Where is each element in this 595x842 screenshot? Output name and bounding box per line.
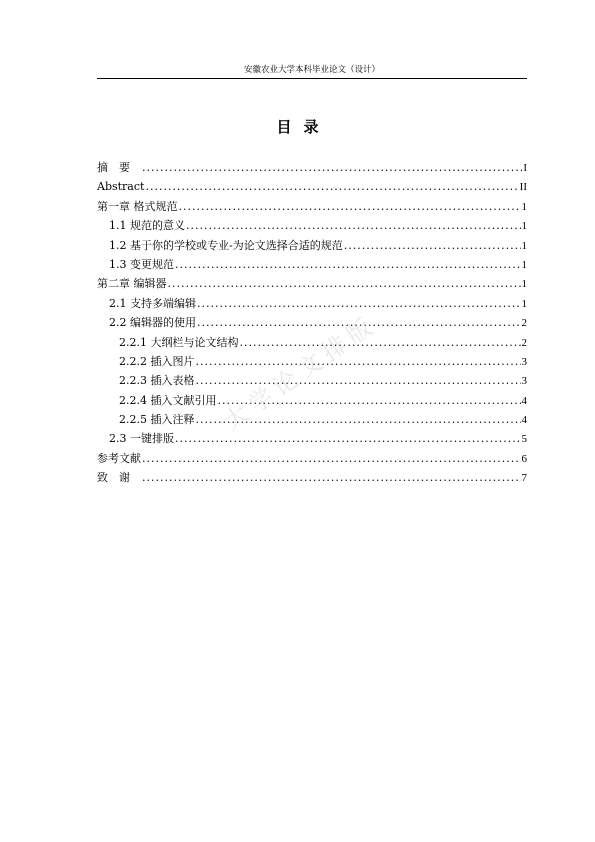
toc-leader-dots xyxy=(142,158,522,177)
toc-entry-label: 第一章 格式规范 xyxy=(97,199,178,213)
toc-entry-label: 2.2.5 插入注释 xyxy=(119,413,195,427)
toc-entry-label: 2.1 支持多端编辑 xyxy=(109,296,196,310)
toc-entry-label: 参考文献 xyxy=(97,451,141,465)
toc-leader-dots xyxy=(179,197,521,216)
toc-entry-label: 2.2.4 插入文献引用 xyxy=(119,393,217,407)
toc-leader-dots xyxy=(186,216,521,235)
toc-entry-abstract-cn[interactable] xyxy=(97,158,527,177)
toc-entry-2-3[interactable] xyxy=(97,429,527,448)
toc-entry-label: 1.2 基于你的学校或专业-为论文选择合适的规范 xyxy=(109,238,343,252)
toc-entry-1-2[interactable] xyxy=(97,236,527,255)
toc-entry-label: 2.2.3 插入表格 xyxy=(119,374,195,388)
toc-entry-label: 2.3 一键排版 xyxy=(109,432,174,446)
toc-entry-label: 摘要 xyxy=(97,161,141,174)
toc-entry-label: 1.3 变更规范 xyxy=(109,257,174,271)
toc-entry-page: 1 xyxy=(521,220,527,233)
toc-entry-page: 1 xyxy=(521,200,527,213)
toc-entry-page: 7 xyxy=(521,472,527,485)
toc-leader-dots xyxy=(344,236,521,255)
toc-entry-chapter-1[interactable] xyxy=(97,197,527,216)
toc-leader-dots xyxy=(142,468,521,487)
toc-entry-page: 2 xyxy=(521,336,527,349)
toc-entry-page: 6 xyxy=(521,452,527,465)
toc-entry-page: 1 xyxy=(521,278,527,291)
toc-entry-page: 4 xyxy=(521,394,527,407)
toc-entry-page: 4 xyxy=(521,414,527,427)
toc-entry-label: 2.2 编辑器的使用 xyxy=(109,316,196,330)
toc-entry-label: 1.1 规范的意义 xyxy=(109,219,185,233)
toc-leader-dots xyxy=(196,352,521,371)
toc-leader-dots xyxy=(168,274,521,293)
toc-entry-page: II xyxy=(519,181,527,194)
toc-entry-label: 第二章 编辑器 xyxy=(97,277,167,291)
toc-entry-1-3[interactable] xyxy=(97,255,527,274)
toc-entry-page: 1 xyxy=(521,258,527,271)
toc-entry-chapter-2[interactable] xyxy=(97,274,527,293)
toc-entry-abstract-en[interactable] xyxy=(97,177,527,196)
toc-entry-1-1[interactable] xyxy=(97,216,527,235)
toc-entry-references[interactable] xyxy=(97,449,527,468)
watermark: 大学论文排版 xyxy=(218,309,382,437)
toc-entry-label: Abstract xyxy=(97,180,145,194)
toc-entry-2-1[interactable] xyxy=(97,294,527,313)
toc-entry-2-2-4[interactable] xyxy=(97,391,527,410)
toc-entry-label: 2.2.2 插入图片 xyxy=(119,354,195,368)
toc-leader-dots xyxy=(240,333,521,352)
toc-leader-dots xyxy=(175,429,521,448)
table-of-contents xyxy=(97,158,527,488)
toc-entry-2-2-5[interactable] xyxy=(97,410,527,429)
toc-entry-2-2[interactable] xyxy=(97,313,527,332)
toc-entry-page: 5 xyxy=(521,433,527,446)
toc-leader-dots xyxy=(145,177,518,196)
page-header: 安徽农业大学本科毕业论文（设计） xyxy=(97,64,527,79)
toc-entry-page: 2 xyxy=(521,317,527,330)
toc-entry-page: 3 xyxy=(521,355,527,368)
toc-title: 目录 xyxy=(276,118,331,136)
toc-entry-acknowledgements[interactable] xyxy=(97,468,527,487)
toc-entry-page: I xyxy=(523,162,527,174)
toc-entry-label: 2.2.1 大纲栏与论文结构 xyxy=(119,335,239,349)
toc-entry-page: 3 xyxy=(521,375,527,388)
toc-leader-dots xyxy=(142,449,521,468)
toc-entry-page: 1 xyxy=(521,297,527,310)
toc-entry-label: 致谢 xyxy=(97,471,141,485)
toc-entry-page: 1 xyxy=(521,239,527,252)
toc-leader-dots xyxy=(175,255,521,274)
